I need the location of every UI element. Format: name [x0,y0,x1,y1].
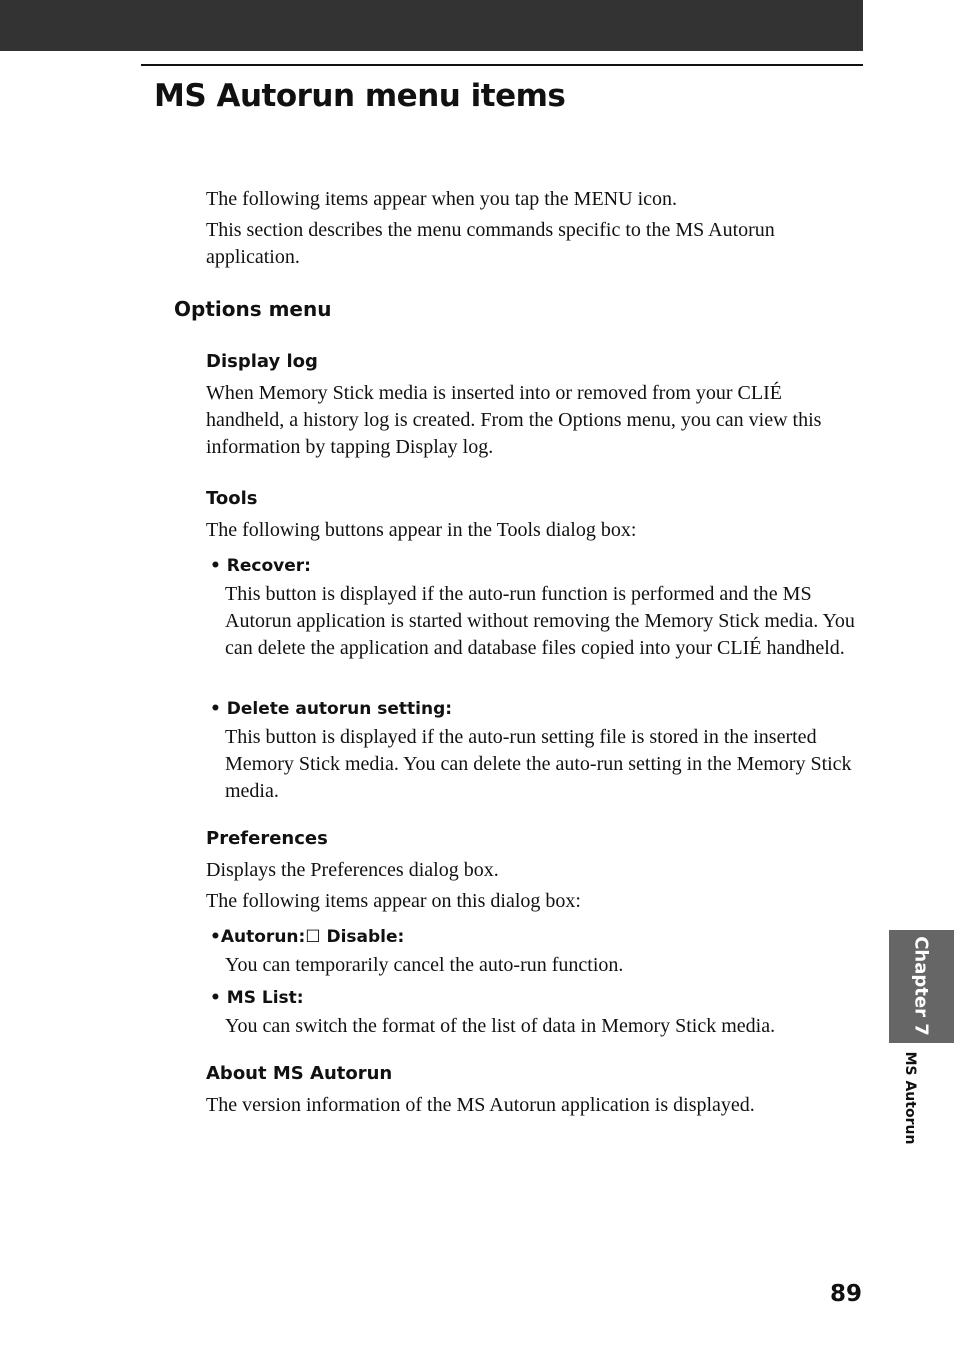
autorun-disable-text: You can temporarily cancel the auto-run function. [225,954,624,976]
about-ms-autorun-text: The version information of the MS Autorun application is displayed. [206,1094,755,1116]
page-number: 89 [830,1281,863,1307]
display-log-heading: Display log [206,351,318,372]
chapter-label: Chapter 7 [910,936,932,1036]
about-ms-autorun-heading: About MS Autorun [206,1063,393,1084]
header-bar [0,0,863,51]
delete-autorun-setting-label: • Delete autorun setting: [210,699,453,719]
ms-list-text: You can switch the format of the list of data in Memory Stick media. [225,1015,776,1037]
intro-paragraph-1: The following items appear when you tap the MENU icon. [206,188,677,210]
display-log-text: When Memory Stick media is inserted into or removed from your CLIÉ handheld, a history log is created. From the Options menu, you can view this information by tapping Display log. [206,382,822,458]
ms-list-label: • MS List: [210,988,304,1008]
page-title: MS Autorun menu items [154,78,566,114]
options-menu-heading: Options menu [174,297,332,321]
intro-paragraph-2: This section describes the menu commands specific to the MS Autorun application. [206,219,775,268]
delete-autorun-setting-text: This button is displayed if the auto-run setting file is stored in the inserted Memory Stick media. You can delete the auto-run setting in the Memory Stick media. [225,726,852,802]
title-rule [141,64,863,66]
recover-label: • Recover: [210,556,311,576]
tools-heading: Tools [206,488,258,509]
preferences-text-1: Displays the Preferences dialog box. [206,859,499,881]
preferences-text-2: The following items appear on this dialog box: [206,890,581,912]
recover-text: This button is displayed if the auto-run function is performed and the MS Autorun application is started without removing the Memory Stick media. You can delete the application and database files copied into your CLIÉ handheld. [225,583,855,659]
section-label: MS Autorun [902,1051,918,1145]
preferences-heading: Preferences [206,828,328,849]
autorun-disable-label: •Autorun:☐ Disable: [210,927,405,947]
tools-text: The following buttons appear in the Tools dialog box: [206,519,637,541]
